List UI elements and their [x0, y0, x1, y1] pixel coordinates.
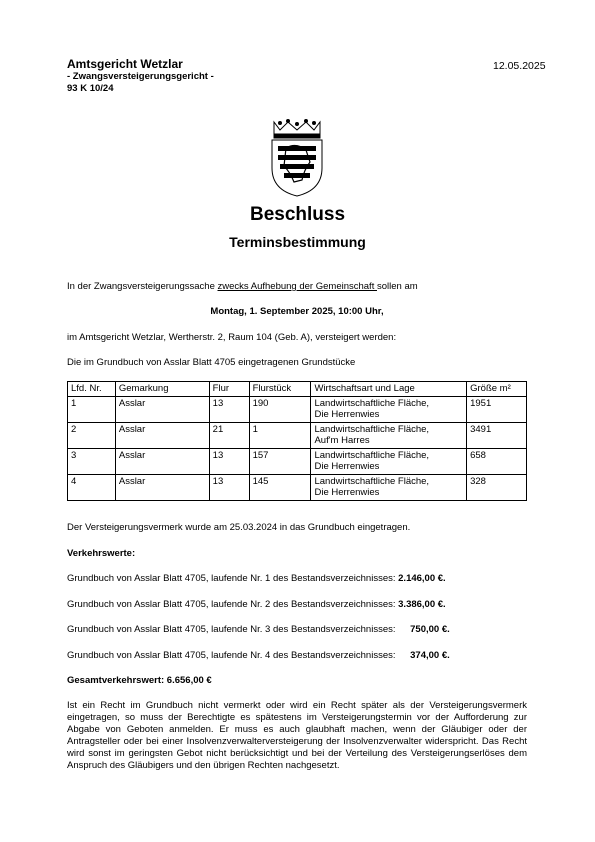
cell-use [311, 396, 467, 422]
document-subtitle: Terminsbestimmung [229, 234, 366, 250]
cell-flur: 21 [209, 422, 249, 448]
value-suffix: des Bestandsverzeichnisses: [272, 650, 396, 661]
value-prefix: Grundbuch von Asslar Blatt 4705, laufende Nr. [67, 650, 263, 661]
cell-use-type: Landwirtschaftliche Fläche, [314, 475, 430, 487]
value-suffix: des Bestandsverzeichnisses: [272, 624, 396, 635]
intro-after: sollen am [376, 281, 418, 292]
cell-use-type: Landwirtschaftliche Fläche, [314, 397, 430, 409]
appointment-date: Montag, 1. September 2025, 10:00 Uhr, [210, 306, 384, 317]
cell-flurstueck: 1 [249, 422, 311, 448]
cell-size: 328 [467, 474, 527, 500]
intro-paragraph [67, 281, 527, 293]
values-heading: Verkehrswerte: [67, 548, 136, 559]
document-date: 12.05.2025 [493, 60, 546, 72]
intro-before: In der Zwangsversteigerungssache [67, 281, 218, 292]
cell-use-location: Auf'm Harres [314, 435, 370, 446]
cell-size: 3491 [467, 422, 527, 448]
legal-notice: Ist ein Recht im Grundbuch nicht vermerkt oder wird ein Recht später als der Versteigerungsvermerk eingetragen, so muss der Berechtigte es spätestens im Versteigerungstermin vor der Aufforderung zur Abgabe von Geboten anmelden. Er muss es auch glaubhaft machen, wenn der Gläubiger oder der Antragsteller oder bei einer Insolvenzverwalterversteigerung der Insolvenzverwalter widerspricht. Das Recht wird sonst im geringsten Gebot nicht berücksichtigt und bei der Verteilung des Versteigerungserlöses dem Anspruch des Gläubigers und den übrigen Rechten nachgesetzt. [67, 700, 527, 771]
cell-nr: 2 [68, 422, 116, 448]
court-department: - Zwangsversteigerungsgericht - [67, 71, 214, 82]
cell-flur: 13 [209, 396, 249, 422]
table-row [68, 448, 527, 474]
cell-use-location: Die Herrenwies [314, 409, 380, 420]
cell-nr: 3 [68, 448, 116, 474]
value-nr: 2 [265, 599, 271, 610]
col-header-nr: Lfd. Nr. [68, 382, 116, 397]
value-amount: 3.386,00 €. [398, 599, 446, 610]
value-prefix: Grundbuch von Asslar Blatt 4705, laufende Nr. [67, 573, 263, 584]
cell-nr: 1 [68, 396, 116, 422]
value-line [67, 650, 527, 662]
cell-gemarkung: Asslar [115, 396, 209, 422]
cell-flurstueck: 157 [249, 448, 311, 474]
table-row [68, 396, 527, 422]
land-register-intro: Die im Grundbuch von Asslar Blatt 4705 eingetragenen Grundstücke [67, 357, 356, 368]
cell-use [311, 422, 467, 448]
cell-use-location: Die Herrenwies [314, 461, 380, 472]
value-amount: 750,00 €. [410, 624, 450, 635]
location-paragraph: im Amtsgericht Wetzlar, Wertherstr. 2, Raum 104 (Geb. A), versteigert werden: [67, 332, 397, 343]
cell-nr: 4 [68, 474, 116, 500]
col-header-flurstueck: Flurstück [249, 382, 311, 397]
value-prefix: Grundbuch von Asslar Blatt 4705, laufende Nr. [67, 599, 263, 610]
value-nr: 1 [265, 573, 271, 584]
plots-table [67, 381, 527, 501]
total-value: Gesamtverkehrswert: 6.656,00 € [67, 675, 212, 686]
col-header-size: Größe m² [467, 382, 527, 397]
value-nr: 3 [265, 624, 271, 635]
cell-flur: 13 [209, 474, 249, 500]
cell-flur: 13 [209, 448, 249, 474]
table-row [68, 474, 527, 500]
value-prefix: Grundbuch von Asslar Blatt 4705, laufende Nr. [67, 624, 263, 635]
cell-gemarkung: Asslar [115, 422, 209, 448]
cell-use-type: Landwirtschaftliche Fläche, [314, 449, 430, 461]
col-header-flur: Flur [209, 382, 249, 397]
value-line [67, 624, 527, 636]
intro-underlined: zwecks Aufhebung der Gemeinschaft [217, 281, 377, 292]
value-amount: 374,00 €. [410, 650, 450, 661]
coat-of-arms-emblem [266, 118, 328, 198]
cell-gemarkung: Asslar [115, 448, 209, 474]
value-suffix: des Bestandsverzeichnisses: [272, 573, 396, 584]
value-line [67, 599, 527, 611]
col-header-use: Wirtschaftsart und Lage [311, 382, 467, 397]
cell-gemarkung: Asslar [115, 474, 209, 500]
value-amount: 2.146,00 €. [398, 573, 446, 584]
value-line [67, 573, 527, 585]
cell-flurstueck: 190 [249, 396, 311, 422]
cell-size: 1951 [467, 396, 527, 422]
registration-note: Der Versteigerungsvermerk wurde am 25.03.2024 in das Grundbuch eingetragen. [67, 522, 411, 533]
table-header-row [68, 382, 527, 397]
cell-size: 658 [467, 448, 527, 474]
document-title: Beschluss [249, 204, 346, 225]
cell-use [311, 474, 467, 500]
table-row [68, 422, 527, 448]
cell-use [311, 448, 467, 474]
value-nr: 4 [265, 650, 271, 661]
court-name: Amtsgericht Wetzlar [67, 57, 183, 71]
file-number: 93 K 10/24 [67, 82, 114, 94]
col-header-gemarkung: Gemarkung [115, 382, 209, 397]
cell-use-type: Landwirtschaftliche Fläche, [314, 423, 430, 435]
cell-use-location: Die Herrenwies [314, 487, 380, 498]
court-header [67, 58, 214, 94]
cell-flurstueck: 145 [249, 474, 311, 500]
value-suffix: des Bestandsverzeichnisses: [272, 599, 396, 610]
